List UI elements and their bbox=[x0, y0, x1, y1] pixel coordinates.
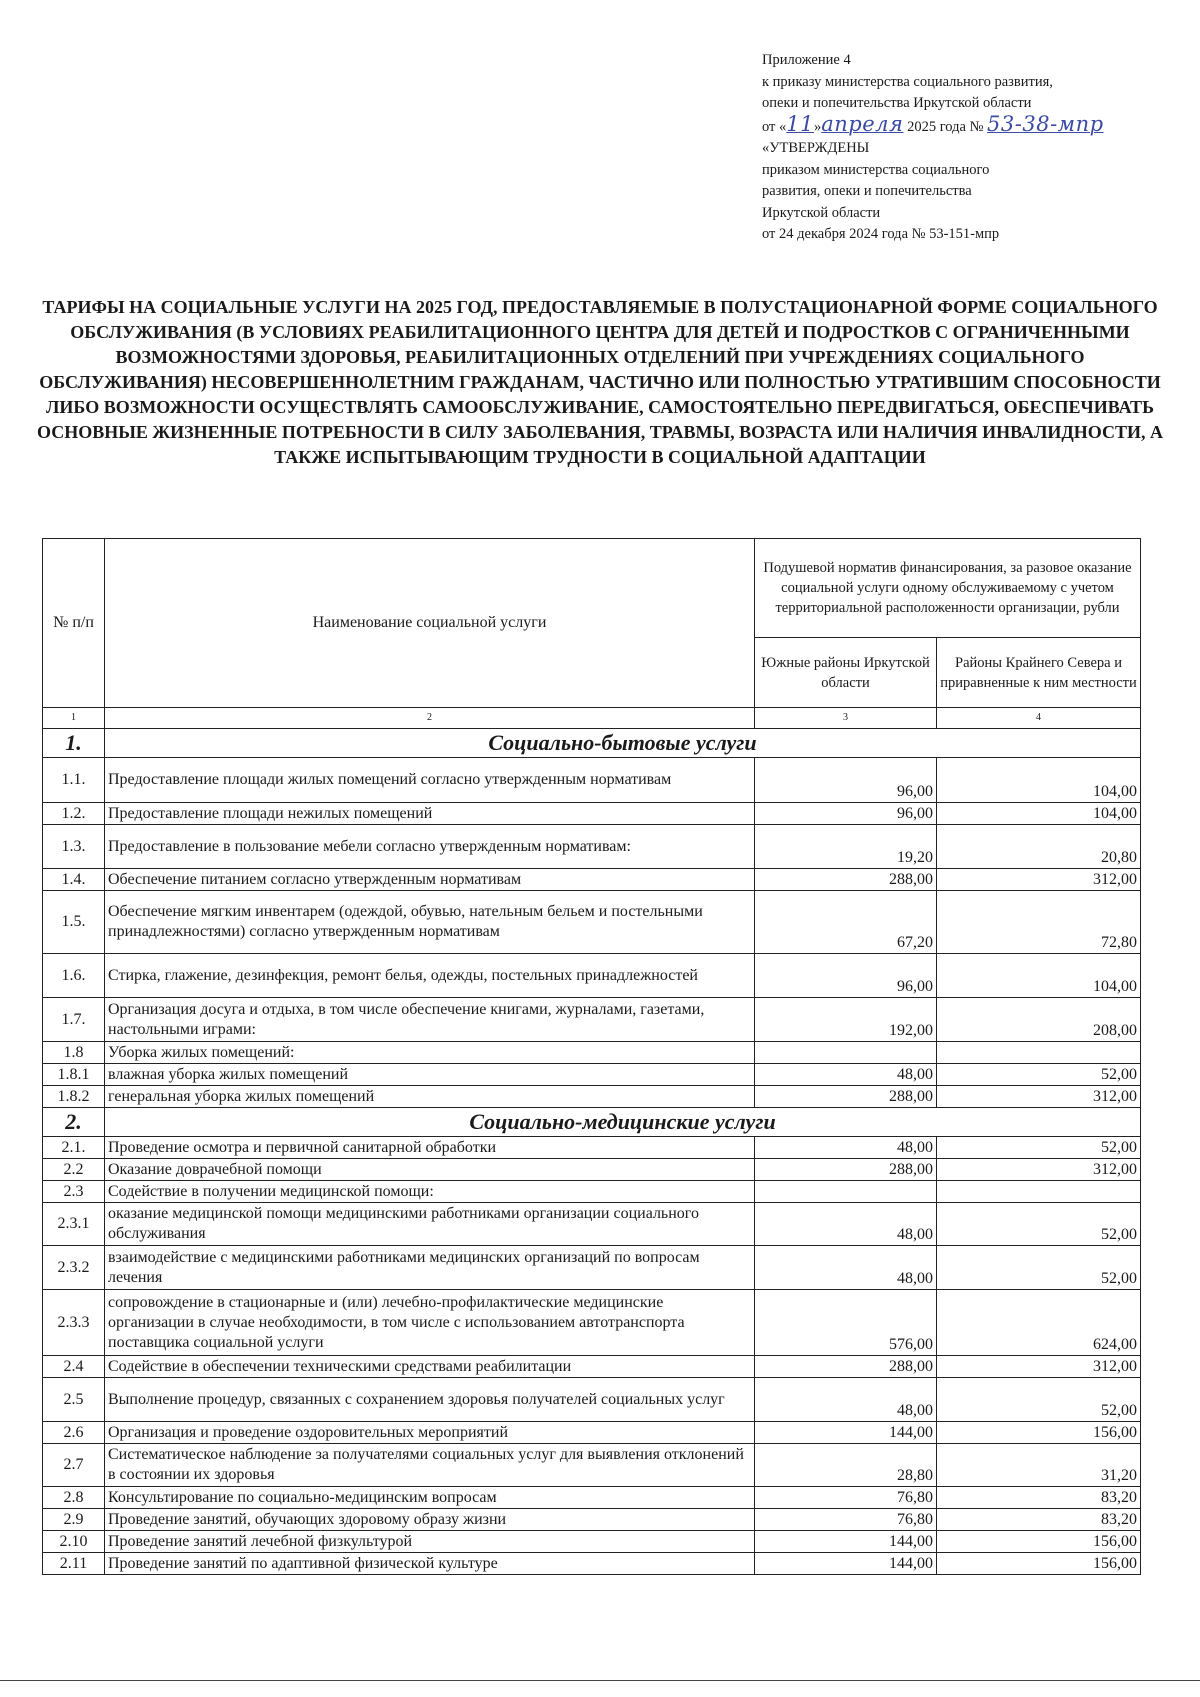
table-row bbox=[43, 1378, 1141, 1422]
row-number: 2.3.3 bbox=[43, 1290, 105, 1356]
tariff-north bbox=[937, 1042, 1141, 1064]
tariff-south: 76,80 bbox=[755, 1509, 937, 1531]
tariff-north: 312,00 bbox=[937, 1159, 1141, 1181]
row-number: 2.2 bbox=[43, 1159, 105, 1181]
column-number-row bbox=[43, 708, 1141, 729]
handwritten-month: апреля bbox=[821, 111, 904, 136]
service-name: сопровождение в стационарные и (или) лечебно-профилактические медицинские организации в случае необходимости, в том числе с использованием автотранспорта поставщика социальной услуги bbox=[105, 1290, 755, 1356]
table-row bbox=[43, 1531, 1141, 1553]
row-number: 1.3. bbox=[43, 825, 105, 869]
tariff-south: 48,00 bbox=[755, 1246, 937, 1290]
column-number: 4 bbox=[937, 708, 1141, 729]
header-norm: Подушевой норматив финансирования, за разовое оказание социальной услуги одному обслуживаемому с учетом территориальной расположенности организации, рубли bbox=[755, 539, 1141, 638]
order-year-text: 2025 года № bbox=[903, 118, 988, 135]
row-number: 2.6 bbox=[43, 1422, 105, 1444]
handwritten-day: 11 bbox=[786, 111, 815, 136]
row-number: 1.5. bbox=[43, 891, 105, 954]
header-num: № п/п bbox=[43, 539, 105, 708]
tariff-north: 104,00 bbox=[937, 954, 1141, 998]
tariff-south: 19,20 bbox=[755, 825, 937, 869]
service-name: Стирка, глажение, дезинфекция, ремонт белья, одежды, постельных принадлежностей bbox=[105, 954, 755, 998]
row-number: 1.7. bbox=[43, 998, 105, 1042]
row-number: 1.8 bbox=[43, 1042, 105, 1064]
row-number: 2.3.1 bbox=[43, 1203, 105, 1246]
approved-line: Иркутской области bbox=[762, 204, 881, 221]
section-header-row bbox=[43, 1108, 1141, 1137]
tariff-south: 76,80 bbox=[755, 1487, 937, 1509]
header-row bbox=[43, 539, 1141, 638]
tariff-south: 96,00 bbox=[755, 954, 937, 998]
tariff-south: 28,80 bbox=[755, 1444, 937, 1487]
tariff-north: 624,00 bbox=[937, 1290, 1141, 1356]
table-row bbox=[43, 1487, 1141, 1509]
row-number: 1.6. bbox=[43, 954, 105, 998]
table-row bbox=[43, 1422, 1141, 1444]
tariffs-table bbox=[42, 538, 1141, 1575]
tariff-south: 48,00 bbox=[755, 1203, 937, 1246]
row-number: 1.4. bbox=[43, 869, 105, 891]
service-name: Проведение занятий по адаптивной физической культуре bbox=[105, 1553, 755, 1575]
tariff-south: 48,00 bbox=[755, 1064, 937, 1086]
service-name: Обеспечение мягким инвентарем (одеждой, обувью, нательным бельем и постельными принадлежностями) согласно утвержденным нормативам bbox=[105, 891, 755, 954]
table-row bbox=[43, 1203, 1141, 1246]
header-name: Наименование социальной услуги bbox=[105, 539, 755, 708]
table-row bbox=[43, 1246, 1141, 1290]
tariff-south bbox=[755, 1181, 937, 1203]
table-row bbox=[43, 1356, 1141, 1378]
table-row bbox=[43, 869, 1141, 891]
service-name: Предоставление в пользование мебели согласно утвержденным нормативам: bbox=[105, 825, 755, 869]
service-name: Содействие в получении медицинской помощи: bbox=[105, 1181, 755, 1203]
row-number: 2.10 bbox=[43, 1531, 105, 1553]
column-number: 1 bbox=[43, 708, 105, 729]
service-name: Содействие в обеспечении техническими средствами реабилитации bbox=[105, 1356, 755, 1378]
service-name: Систематическое наблюдение за получателями социальных услуг для выявления отклонений в состоянии их здоровья bbox=[105, 1444, 755, 1487]
tariff-north: 83,20 bbox=[937, 1509, 1141, 1531]
column-number: 2 bbox=[105, 708, 755, 729]
tariff-north: 312,00 bbox=[937, 1086, 1141, 1108]
appendix-block bbox=[762, 50, 1182, 246]
tariff-south: 192,00 bbox=[755, 998, 937, 1042]
tariff-south: 144,00 bbox=[755, 1422, 937, 1444]
tariff-north: 52,00 bbox=[937, 1378, 1141, 1422]
approved-line: «УТВЕРЖДЕНЫ bbox=[762, 140, 870, 156]
table-row bbox=[43, 1181, 1141, 1203]
row-number: 2.3 bbox=[43, 1181, 105, 1203]
tariff-south: 67,20 bbox=[755, 891, 937, 954]
table-row bbox=[43, 954, 1141, 998]
tariff-south: 96,00 bbox=[755, 803, 937, 825]
service-name: генеральная уборка жилых помещений bbox=[105, 1086, 755, 1108]
document-title: ТАРИФЫ НА СОЦИАЛЬНЫЕ УСЛУГИ НА 2025 ГОД, ПРЕДОСТАВЛЯЕМЫЕ В ПОЛУСТАЦИОНАРНОЙ ФОРМЕ СОЦИАЛЬНОГО ОБСЛУЖИВАНИЯ (В УСЛОВИЯХ РЕАБИЛИТАЦИОННОГО ЦЕНТРА ДЛЯ ДЕТЕЙ И ПОДРОСТКОВ С ОГРАНИЧЕННЫМИ ВОЗМОЖНОСТЯМИ ЗДОРОВЬЯ, РЕАБИЛИТАЦИОННЫХ ОТДЕЛЕНИЙ ПРИ УЧРЕЖДЕНИЯХ СОЦИАЛЬНОГО ОБСЛУЖИВАНИЯ) НЕСОВЕРШЕННОЛЕТНИМ ГРАЖДАНАМ, ЧАСТИЧНО ИЛИ ПОЛНОСТЬЮ УТРАТИВШИМ СПОСОБНОСТИ ЛИБО ВОЗМОЖНОСТИ ОСУЩЕСТВЛЯТЬ САМООБСЛУЖИВАНИЕ, САМОСТОЯТЕЛЬНО ПЕРЕДВИГАТЬСЯ, ОБЕСПЕЧИВАТЬ ОСНОВНЫЕ ЖИЗНЕННЫЕ ПОТРЕБНОСТИ В СИЛУ ЗАБОЛЕВАНИЯ, ТРАВМЫ, ВОЗРАСТА ИЛИ НАЛИЧИЯ ИНВАЛИДНОСТИ, А ТАКЖЕ ИСПЫТЫВАЮЩИМ ТРУДНОСТИ В СОЦИАЛЬНОЙ АДАПТАЦИИ bbox=[36, 297, 1164, 467]
approved-line: развития, опеки и попечительства bbox=[762, 183, 972, 199]
table-row bbox=[43, 1553, 1141, 1575]
table-row bbox=[43, 1290, 1141, 1356]
service-name: Предоставление площади нежилых помещений bbox=[105, 803, 755, 825]
service-name: Проведение занятий, обучающих здоровому образу жизни bbox=[105, 1509, 755, 1531]
tariff-north: 52,00 bbox=[937, 1246, 1141, 1290]
section-number: 1. bbox=[43, 729, 105, 758]
tariff-south: 144,00 bbox=[755, 1531, 937, 1553]
table-row bbox=[43, 758, 1141, 803]
row-number: 1.2. bbox=[43, 803, 105, 825]
approved-line: приказом министерства социального bbox=[762, 161, 990, 178]
row-number: 2.5 bbox=[43, 1378, 105, 1422]
tariff-north: 104,00 bbox=[937, 758, 1141, 803]
row-number: 1.8.2 bbox=[43, 1086, 105, 1108]
table-body bbox=[43, 729, 1141, 1575]
service-name: Организация и проведение оздоровительных мероприятий bbox=[105, 1422, 755, 1444]
row-number: 2.4 bbox=[43, 1356, 105, 1378]
row-number: 2.11 bbox=[43, 1553, 105, 1575]
row-number: 1.8.1 bbox=[43, 1064, 105, 1086]
service-name: Обеспечение питанием согласно утвержденным нормативам bbox=[105, 869, 755, 891]
tariff-north: 52,00 bbox=[937, 1137, 1141, 1159]
tariff-north: 20,80 bbox=[937, 825, 1141, 869]
section-header-row bbox=[43, 729, 1141, 758]
tariff-south: 48,00 bbox=[755, 1378, 937, 1422]
row-number: 2.8 bbox=[43, 1487, 105, 1509]
tariff-south: 288,00 bbox=[755, 1086, 937, 1108]
tariff-north: 312,00 bbox=[937, 1356, 1141, 1378]
bottom-rule bbox=[0, 1680, 1200, 1681]
tariff-north: 312,00 bbox=[937, 869, 1141, 891]
order-mid: » bbox=[814, 118, 822, 135]
tariff-north: 208,00 bbox=[937, 998, 1141, 1042]
tariff-south: 48,00 bbox=[755, 1137, 937, 1159]
table-row bbox=[43, 1159, 1141, 1181]
table-row bbox=[43, 1064, 1141, 1086]
row-number: 1.1. bbox=[43, 758, 105, 803]
tariff-north: 83,20 bbox=[937, 1487, 1141, 1509]
row-number: 2.3.2 bbox=[43, 1246, 105, 1290]
tariff-north: 31,20 bbox=[937, 1444, 1141, 1487]
service-name: взаимодействие с медицинскими работниками медицинских организаций по вопросам лечения bbox=[105, 1246, 755, 1290]
appendix-line: опеки и попечительства Иркутской области bbox=[762, 95, 1032, 111]
table-row bbox=[43, 1042, 1141, 1064]
row-number: 2.1. bbox=[43, 1137, 105, 1159]
tariff-north bbox=[937, 1181, 1141, 1203]
tariff-north: 156,00 bbox=[937, 1531, 1141, 1553]
table-row bbox=[43, 1509, 1141, 1531]
service-name: Предоставление площади жилых помещений согласно утвержденным нормативам bbox=[105, 758, 755, 803]
tariff-south bbox=[755, 1042, 937, 1064]
tariff-south: 144,00 bbox=[755, 1553, 937, 1575]
table-row bbox=[43, 998, 1141, 1042]
header-north: Районы Крайнего Севера и приравненные к ним местности bbox=[937, 638, 1141, 708]
section-title: Социально-медицинские услуги bbox=[105, 1108, 1141, 1137]
tariff-south: 96,00 bbox=[755, 758, 937, 803]
service-name: оказание медицинской помощи медицинскими работниками организации социального обслуживания bbox=[105, 1203, 755, 1246]
table-row bbox=[43, 1444, 1141, 1487]
tariff-south: 576,00 bbox=[755, 1290, 937, 1356]
tariff-north: 52,00 bbox=[937, 1064, 1141, 1086]
service-name: влажная уборка жилых помещений bbox=[105, 1064, 755, 1086]
tariff-north: 72,80 bbox=[937, 891, 1141, 954]
order-date-line bbox=[762, 111, 1182, 139]
service-name: Проведение занятий лечебной физкультурой bbox=[105, 1531, 755, 1553]
header-south: Южные районы Иркутской области bbox=[755, 638, 937, 708]
tariff-north: 52,00 bbox=[937, 1203, 1141, 1246]
tariff-south: 288,00 bbox=[755, 1356, 937, 1378]
table-row bbox=[43, 1086, 1141, 1108]
section-title: Социально-бытовые услуги bbox=[105, 729, 1141, 758]
table-row bbox=[43, 891, 1141, 954]
service-name: Проведение осмотра и первичной санитарной обработки bbox=[105, 1137, 755, 1159]
row-number: 2.7 bbox=[43, 1444, 105, 1487]
section-number: 2. bbox=[43, 1108, 105, 1137]
tariff-south: 288,00 bbox=[755, 1159, 937, 1181]
column-number: 3 bbox=[755, 708, 937, 729]
table-row bbox=[43, 803, 1141, 825]
service-name: Организация досуга и отдыха, в том числе обеспечение книгами, журналами, газетами, настольными играми: bbox=[105, 998, 755, 1042]
tariff-north: 104,00 bbox=[937, 803, 1141, 825]
service-name: Оказание доврачебной помощи bbox=[105, 1159, 755, 1181]
handwritten-order-number: 53-38-мпр bbox=[987, 111, 1104, 136]
table-row bbox=[43, 825, 1141, 869]
service-name: Уборка жилых помещений: bbox=[105, 1042, 755, 1064]
table-row bbox=[43, 1137, 1141, 1159]
tariff-south: 288,00 bbox=[755, 869, 937, 891]
service-name: Консультирование по социально-медицинским вопросам bbox=[105, 1487, 755, 1509]
approved-line: от 24 декабря 2024 года № 53-151-мпр bbox=[762, 226, 1000, 242]
appendix-line: к приказу министерства социального развития, bbox=[762, 73, 1053, 90]
tariff-north: 156,00 bbox=[937, 1553, 1141, 1575]
row-number: 2.9 bbox=[43, 1509, 105, 1531]
service-name: Выполнение процедур, связанных с сохранением здоровья получателей социальных услуг bbox=[105, 1378, 755, 1422]
appendix-line: Приложение 4 bbox=[762, 52, 851, 68]
tariff-north: 156,00 bbox=[937, 1422, 1141, 1444]
order-prefix: от « bbox=[762, 118, 787, 135]
